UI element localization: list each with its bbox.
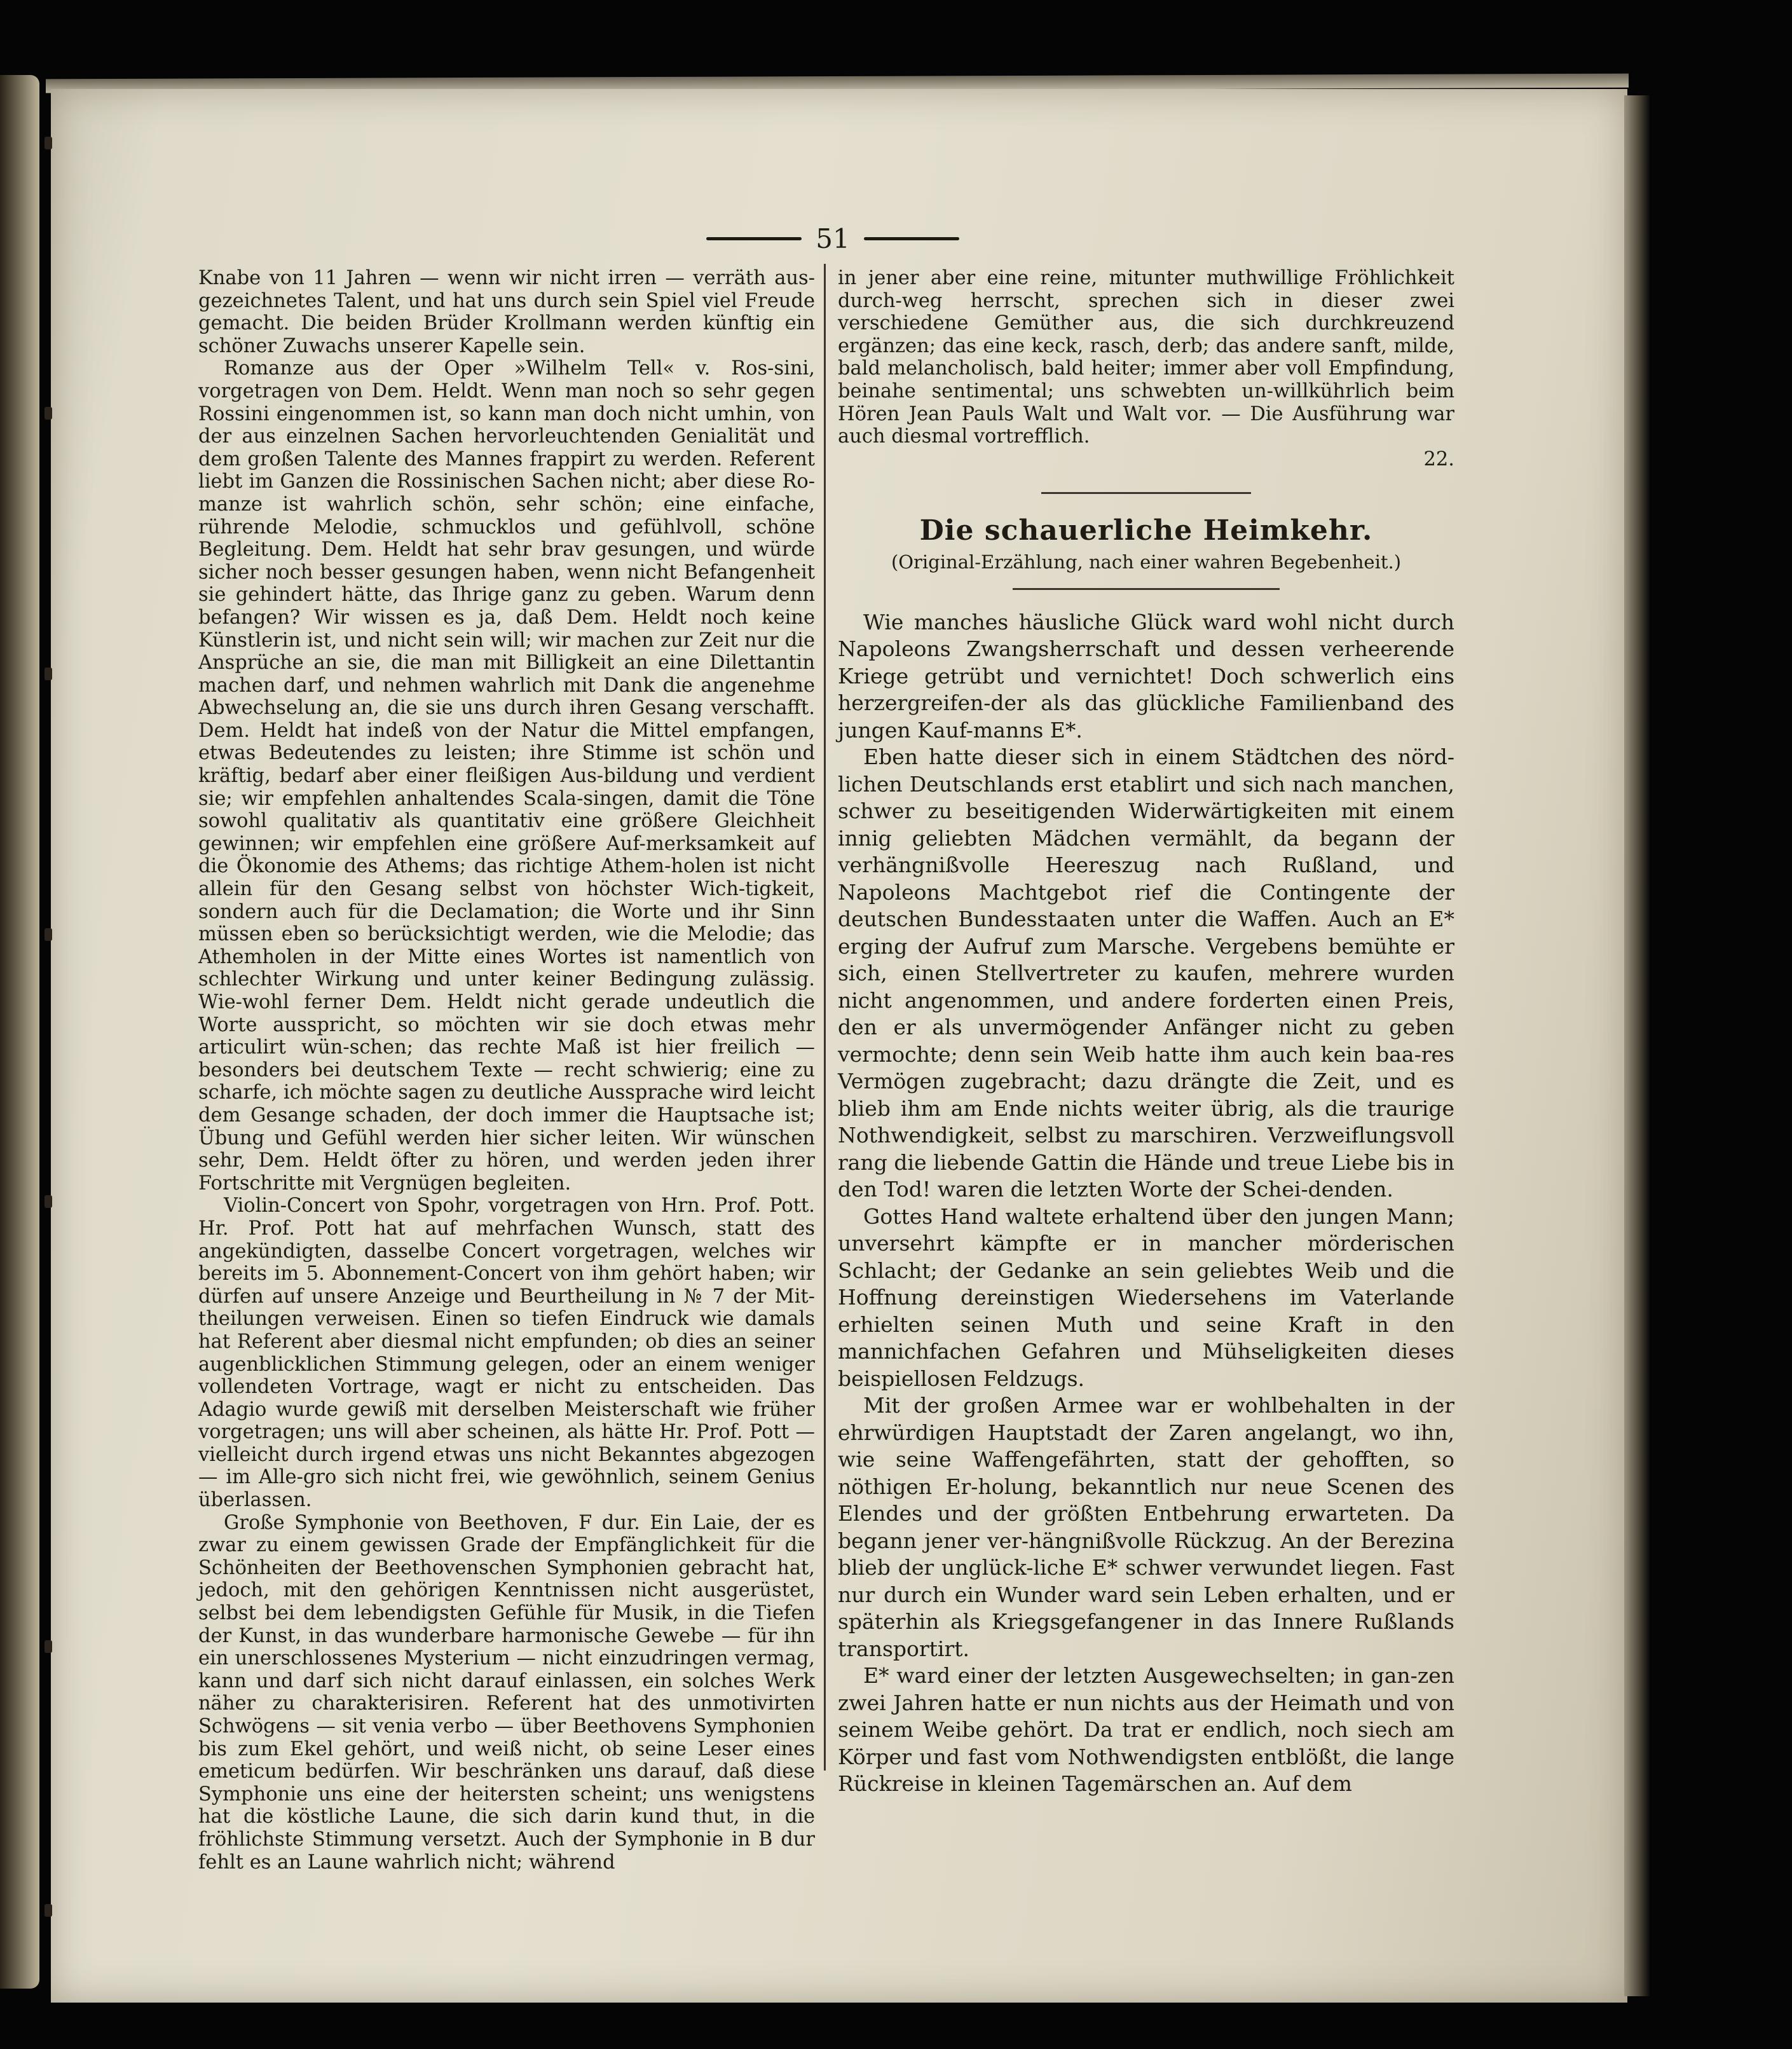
header-rule-left <box>706 237 802 240</box>
section-rule <box>1041 492 1251 494</box>
left-paragraph-1: Knabe von 11 Jahren — wenn wir nicht irren — verräth aus-gezeichnetes Talent, und hat uns durch sein Spiel viel Freude gemacht. Die beiden Brüder Krollmann werden künftig ein schöner Zuwachs unserer Kapelle sein. <box>198 267 815 357</box>
header-rule-right <box>864 237 959 240</box>
left-paragraph-3: Violin-Concert von Spohr, vorgetragen von Hrn. Prof. Pott. Hr. Prof. Pott hat auf mehrfachen Wunsch, statt des angekündigten, dasselbe Concert vorgetragen, welches wir bereits im 5. Abonnement-Concert von ihm gehört haben; wir dürfen auf unsere Anzeige und Beurtheilung in № 7 der Mit-theilungen verweisen. Einen so tiefen Eindruck wie damals hat Referent aber diesmal nicht empfunden; ob dies an seiner augenblicklichen Stimmung gelegen, oder an einem weniger vollendeten Vortrage, wagt er nicht zu entscheiden. Das Adagio wurde gewiß mit derselben Meisterschaft wie früher vorgetragen; uns will aber scheinen, als hätte Hr. Prof. Pott — vielleicht durch irgend etwas uns nicht Bekanntes abgezogen — im Alle-gro sich nicht frei, wie gewöhnlich, seinem Genius überlassen. <box>198 1195 815 1512</box>
stitch-mark <box>44 1195 52 1208</box>
stitch-mark <box>44 407 52 420</box>
story-title: Die schauerliche Heimkehr. <box>919 514 1373 547</box>
stitch-mark <box>44 137 52 149</box>
page-number: 51 <box>816 223 850 254</box>
right-continuation-text: in jener aber eine reine, mitunter muthwillige Fröhlichkeit durch-weg herrscht, sprechen sich in dieser zwei verschiedene Gemüther aus, die sich durchkreuzend ergänzen; das eine keck, rasch, derb; das andere sanft, milde, bald melancholisch, bald heiter; immer aber voll Empfindung, beinahe sentimental; uns schwebten un-willkührlich beim Hören Jean Pauls Walt und Walt vor. — Die Ausführung war auch diesmal vortrefflich. <box>838 267 1454 448</box>
left-column <box>198 267 815 1874</box>
stitch-mark <box>44 928 52 941</box>
right-column <box>838 267 1454 1798</box>
left-paragraph-4: Große Symphonie von Beethoven, F dur. Ein Laie, der es zwar zu einem gewissen Grade der Empfänglichkeit für die Schönheiten der Beethovenschen Symphonien gebracht hat, jedoch, mit den gehörigen Kenntnissen nicht ausgerüstet, selbst bei dem lebendigsten Gefühle für Musik, in die Tiefen der Kunst, in das wunderbare harmonische Gewebe — für ihn ein unerschlossenes Mysterium — nicht einzudringen vermag, kann und darf sich nicht darauf einlassen, ein solches Werk näher zu charakterisiren. Referent hat des unmotivirten Schwögens — sit venia verbo — über Beethovens Symphonien bis zum Ekel gehört, und weiß nicht, ob seine Leser eines emeticum bedürfen. Wir beschränken uns darauf, daß diese Symphonie uns eine der heitersten scheint; uns wenigstens hat die köstliche Laune, die sich darin kund thut, in die fröhlichste Stimmung versetzt. Auch der Symphonie in B dur fehlt es an Laune wahrlich nicht; während <box>198 1511 815 1874</box>
page-right-edge <box>1624 95 1650 1996</box>
story-subtitle: (Original-Erzählung, nach einer wahren Begebenheit.) <box>891 551 1402 573</box>
left-paragraph-2: Romanze aus der Oper »Wilhelm Tell« v. Ros-sini, vorgetragen von Dem. Heldt. Wenn man noch so sehr gegen Rossini eingenommen ist, so kann man doch nicht umhin, von der aus einzelnen Sachen hervorleuchtenden Genialität und dem großen Talente des Mannes frappirt zu werden. Referent liebt im Ganzen die Rossinischen Sachen nicht; aber diese Ro-manze ist wahrlich schön, sehr schön; eine einfache, rührende Melodie, schmucklos und gefühlvoll, schöne Begleitung. Dem. Heldt hat sehr brav gesungen, und würde sicher noch besser gesungen haben, wenn nicht Befangenheit sie gehindert hätte, das Ihrige ganz zu geben. Warum denn befangen? Wir wissen es ja, daß Dem. Heldt noch keine Künstlerin ist, und nicht sein will; wir machen zur Zeit nur die Ansprüche an sie, die man mit Billigkeit an eine Dilettantin machen darf, und nehmen wahrlich mit Dank die angenehme Abwechselung an, die sie uns durch ihren Gesang verschafft. Dem. Heldt hat indeß von der Natur die Mittel empfangen, etwas Bedeutendes zu leisten; ihre Stimme ist schön und kräftig, bedarf aber einer fleißigen Aus-bildung und verdient sie; wir empfehlen anhaltendes Scala-singen, damit die Töne sowohl qualitativ als quantitativ eine größere Gleichheit gewinnen; wir empfehlen eine größere Auf-merksamkeit auf die Ökonomie des Athems; das richtige Athem-holen ist nicht allein für den Gesang selbst von höchster Wich-tigkeit, sondern auch für die Declamation; die Worte und ihr Sinn müssen eben so berücksichtigt werden, wie die Melodie; das Athemholen in der Mitte eines Wortes ist namentlich von schlechter Wirkung und unter keiner Bedingung zulässig. Wie-wohl ferner Dem. Heldt nicht gerade undeutlich die Worte ausspricht, so möchten wir sie doch etwas mehr articulirt wün-schen; das rechte Maß ist hier freilich — besonders bei deutschem Texte — recht schwierig; eine zu scharfe, ich möchte sagen zu deutliche Aussprache wird leicht dem Gesange schaden, der doch immer die Hauptsache ist; Übung und Gefühl werden hier sicher leiten. Wir wünschen sehr, Dem. Heldt öfter zu hören, und werden jeden ihrer Fortschritte mit Vergnügen begleiten. <box>198 357 815 1195</box>
title-rule <box>1013 588 1280 590</box>
story-paragraph-4: Mit der großen Armee war er wohlbehalten in der ehrwürdigen Hauptstadt der Zaren angelangt, wo ihn, wie seine Waffengefährten, statt der gehofften, so nöthigen Er-holung, bekanntlich nur neue Scenen des Elendes und der größten Entbehrung erwarteten. Da begann jener ver-hängnißvolle Rückzug. An der Berezina blieb der unglück-liche E* schwer verwundet liegen. Fast nur durch ein Wunder ward sein Leben erhalten, und er späterhin als Kriegsgefangener in das Innere Rußlands transportirt. <box>838 1393 1454 1661</box>
story-paragraph-5: E* ward einer der letzten Ausgewechselten; in gan-zen zwei Jahren hatte er nun nichts aus der Heimath und von seinem Weibe gehört. Da trat er endlich, noch siech am Körper und fast vom Nothwendigsten entblößt, die lange Rückreise in kleinen Tagemärschen an. Auf dem <box>838 1663 1454 1797</box>
stitch-mark <box>44 1904 52 1917</box>
spine-stitch-marks <box>44 0 57 2049</box>
book-spine <box>0 75 39 1989</box>
story-paragraph-3: Gottes Hand waltete erhaltend über den jungen Mann; unversehrt kämpfte er in mancher mörderischen Schlacht; der Gedanke an sein geliebtes Weib und die Hoffnung dereinstigen Wiedersehens im Vaterlande erhielten seinen Muth und seine Kraft in den mannichfachen Gefahren und Mühseligkeiten dieses beispiellosen Feldzugs. <box>838 1203 1454 1391</box>
stitch-mark <box>44 1640 52 1653</box>
column-divider <box>824 264 826 1771</box>
story-paragraph-1: Wie manches häusliche Glück ward wohl nicht durch Napoleons Zwangsherrschaft und dessen verheerende Kriege getrübt und vernichtet! Doch schwerlich eins herzergreifen-der als das glückliche Familienband des jungen Kauf-manns E*. <box>838 609 1454 743</box>
story-body <box>838 609 1454 1798</box>
story-paragraph-2: Eben hatte dieser sich in einem Städtchen des nörd-lichen Deutschlands erst etablirt und sich nach manchen, schwer zu beseitigenden Widerwärtigkeiten mit einem innig geliebten Mädchen vermählt, da begann der verhängnißvolle Heereszug nach Rußland, und Napoleons Machtgebot rief die Contingente der deutschen Bundesstaaten unter die Waffen. Auch an E* erging der Aufruf zum Marsche. Vergebens bemühte er sich, einen Stellvertreter zu kaufen, mehrere wurden nicht angenommen, und andere forderten einen Preis, den er als unvermögender Anfänger nicht zu geben vermochte; denn sein Weib hatte ihm auch kein baa-res Vermögen zugebracht; dazu drängte die Zeit, und es blieb ihm am Ende nichts weiter übrig, als die traurige Nothwendigkeit, selbst zu marschiren. Verzweiflungsvoll rang die liebende Gattin die Hände und treue Liebe bis in den Tod! waren die letzten Worte der Schei-denden. <box>838 744 1454 1202</box>
page-number-header <box>674 219 992 257</box>
article-signature: 22. <box>1423 448 1454 470</box>
stitch-mark <box>44 668 52 680</box>
